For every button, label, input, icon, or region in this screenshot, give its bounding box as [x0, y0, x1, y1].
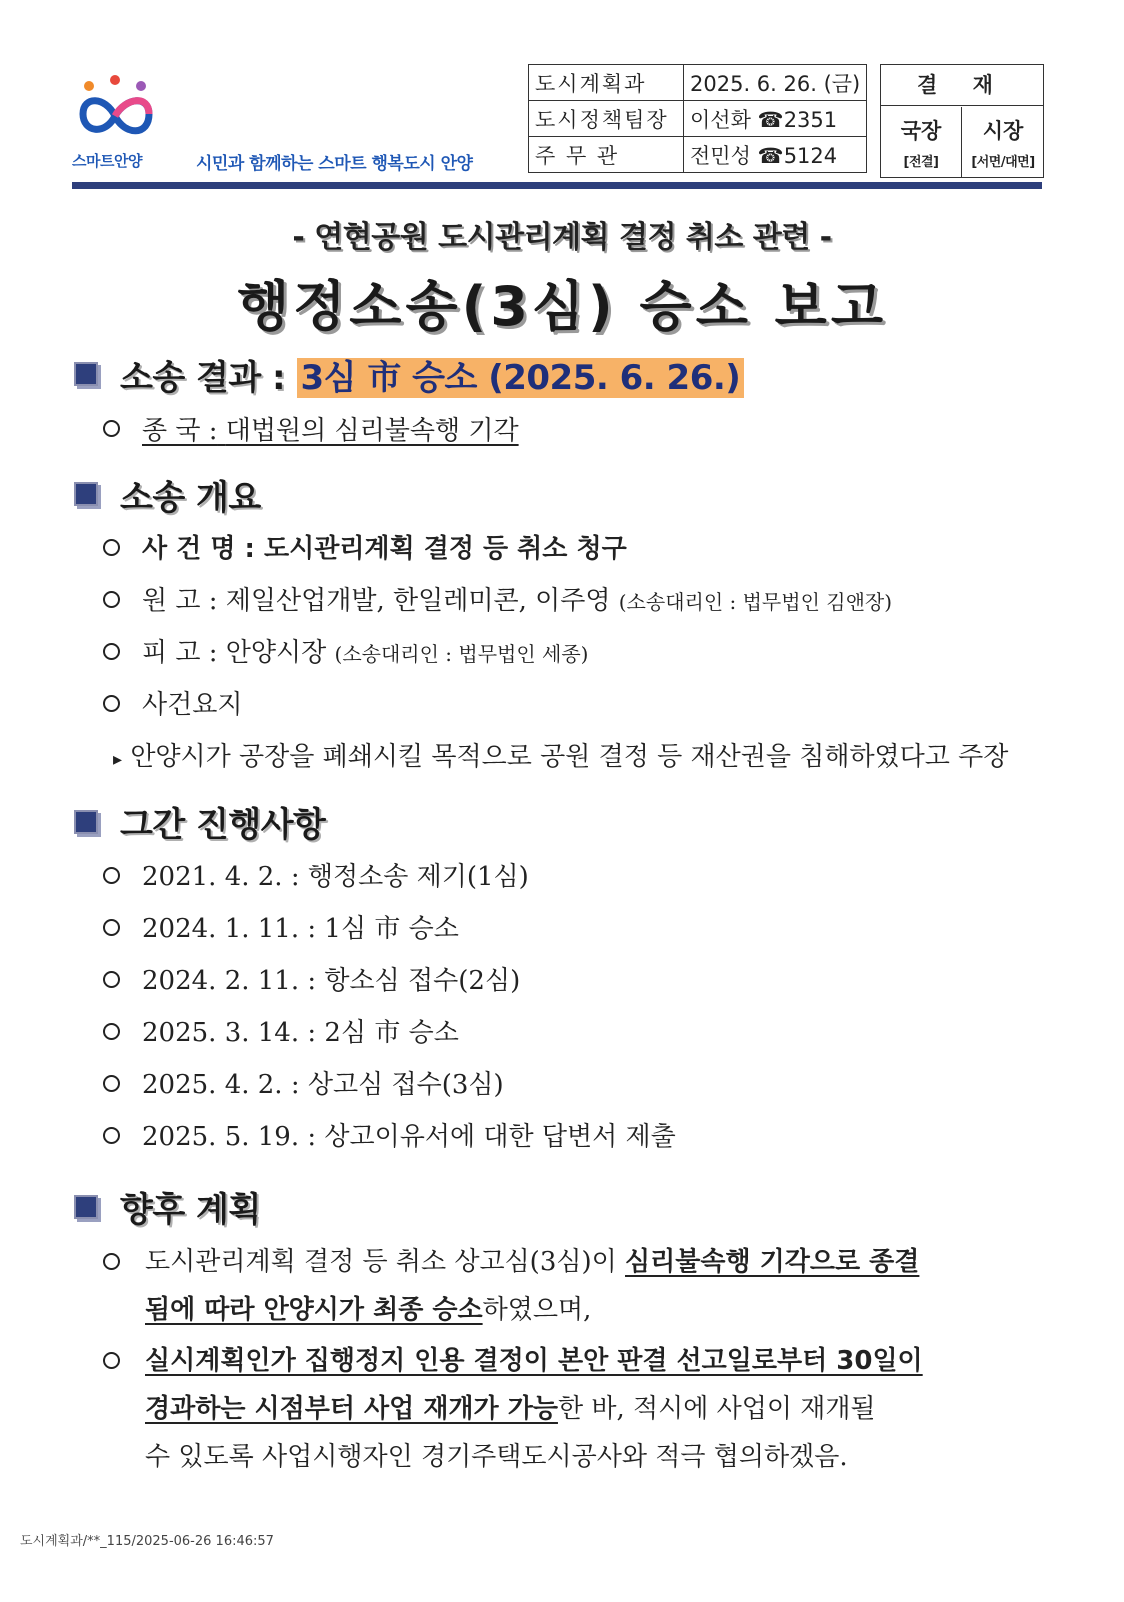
- section-result-heading: [120, 350, 744, 399]
- progress-date: 2021. 4. 2. :: [142, 862, 300, 892]
- city-logo-icon: [75, 74, 157, 144]
- case-name-label: 사 건 명 :: [142, 534, 255, 564]
- defendant-label: 피 고 :: [142, 638, 218, 668]
- logo-text: 스마트안양: [72, 152, 142, 170]
- plan-p2-bold1: 실시계획인가 집행정지 인용 결정이 본안 판결 선고일로부터 30일이: [145, 1346, 923, 1376]
- case-summary-item: [113, 736, 1008, 773]
- plaintiff-value: 제일산업개발, 한일레미콘, 이주영: [225, 586, 611, 616]
- case-summary-text: 안양시가 공장을 폐쇄시킬 목적으로 공원 결정 등 재산권을 침해하였다고 주장: [130, 742, 1009, 772]
- approval-mayor-title: 시장: [982, 119, 1024, 143]
- progress-text: 2심 市 승소: [324, 1018, 459, 1048]
- circle-bullet-icon: [103, 1253, 120, 1270]
- result-item-value: 대법원의 심리불속행 기각: [225, 416, 519, 446]
- info-key: 도시정책팀장: [529, 101, 684, 137]
- plan-p2-bold2: 경과하는 시점부터 사업 재개가 가능: [145, 1394, 558, 1424]
- circle-bullet-icon: [103, 1127, 120, 1144]
- approval-mayor-sub: [서면/대면]: [971, 155, 1035, 170]
- document-title: 행정소송(3심) 승소 보고: [236, 275, 887, 338]
- info-key: 도시계획과: [529, 65, 684, 101]
- info-value: 이선화 ☎2351: [684, 101, 867, 137]
- circle-bullet-icon: [103, 420, 120, 437]
- progress-item: [142, 1012, 459, 1049]
- info-row-department: [529, 65, 867, 101]
- info-key: 주 무 관: [529, 137, 684, 173]
- plan-p1-plain: 도시관리계획 결정 등 취소 상고심(3심)이: [145, 1247, 626, 1277]
- section-bullet-icon: [74, 1195, 98, 1219]
- circle-bullet-icon: [103, 971, 120, 988]
- plan-paragraph-2-line-3: 수 있도록 사업시행자인 경기주택도시공사와 적극 협의하겠음.: [145, 1442, 848, 1472]
- circle-bullet-icon: [103, 643, 120, 660]
- defendant-value: 안양시장: [225, 638, 327, 668]
- progress-date: 2024. 2. 11. :: [142, 966, 317, 996]
- section-overview-heading: 소송 개요: [120, 478, 261, 518]
- approval-director-title: 국장: [900, 119, 942, 143]
- document-subtitle: - 연현공원 도시관리계획 결정 취소 관련 -: [292, 220, 832, 255]
- circle-bullet-icon: [103, 1023, 120, 1040]
- progress-item: [142, 908, 459, 945]
- section-progress-heading: 그간 진행사항: [120, 805, 326, 845]
- plaintiff-label: 원 고 :: [142, 586, 218, 616]
- plan-paragraph-1-line-2: [145, 1289, 591, 1326]
- progress-text: 1심 市 승소: [324, 914, 459, 944]
- circle-bullet-icon: [103, 867, 120, 884]
- section-bullet-icon: [74, 482, 98, 506]
- plan-p2-tail: 한 바, 적시에 사업이 재개될: [557, 1394, 876, 1424]
- progress-item: [142, 856, 529, 893]
- defendant-note: (소송대리인 : 법무법인 세종): [334, 642, 589, 666]
- info-row-team-leader: [529, 101, 867, 137]
- circle-bullet-icon: [103, 919, 120, 936]
- approval-director: [881, 107, 962, 177]
- plan-p1-tail: 하였으며,: [482, 1295, 592, 1325]
- circle-bullet-icon: [103, 539, 120, 556]
- result-heading-label: 소송 결과 :: [120, 358, 286, 398]
- progress-item: [142, 1116, 676, 1153]
- approval-box: [880, 64, 1044, 178]
- approval-title: 결 재: [881, 65, 1043, 106]
- progress-date: 2025. 5. 19. :: [142, 1122, 317, 1152]
- progress-item: [142, 960, 520, 997]
- info-row-officer: [529, 137, 867, 173]
- circle-bullet-icon: [103, 695, 120, 712]
- case-name-value: 도시관리계획 결정 등 취소 청구: [263, 534, 627, 564]
- progress-date: 2024. 1. 11. :: [142, 914, 317, 944]
- result-highlight: 3심 市 승소 (2025. 6. 26.): [297, 358, 745, 398]
- circle-bullet-icon: [103, 1352, 120, 1369]
- case-summary-label: 사건요지: [142, 690, 243, 720]
- progress-text: 행정소송 제기(1심): [307, 862, 529, 892]
- document-footer: 도시계획과/**_115/2025-06-26 16:46:57: [20, 1534, 274, 1549]
- case-name-item: [142, 528, 627, 565]
- city-slogan: 시민과 함께하는 스마트 행복도시 안양: [196, 154, 473, 174]
- approval-director-sub: [전결]: [903, 155, 939, 170]
- section-bullet-icon: [74, 362, 98, 386]
- defendant-item: [142, 632, 588, 669]
- progress-text: 항소심 접수(2심): [324, 966, 521, 996]
- result-item-label: 종 국 :: [142, 416, 218, 446]
- result-item: [142, 410, 519, 447]
- circle-bullet-icon: [103, 591, 120, 608]
- info-value: 전민성 ☎5124: [684, 137, 867, 173]
- section-bullet-icon: [74, 810, 98, 834]
- plan-paragraph-1-line-1: [145, 1241, 919, 1278]
- plaintiff-note: (소송대리인 : 법무법인 김앤장): [618, 590, 893, 614]
- progress-date: 2025. 4. 2. :: [142, 1070, 300, 1100]
- plan-p1-bold1: 심리불속행 기각으로 종결: [625, 1247, 920, 1277]
- plan-paragraph-2-line-2: [145, 1388, 876, 1425]
- info-value: 2025. 6. 26. (금): [684, 65, 867, 101]
- department-info-table: [528, 64, 867, 173]
- header-divider: [72, 182, 1042, 189]
- section-plan-heading: 향후 계획: [120, 1190, 261, 1230]
- progress-text: 상고이유서에 대한 답변서 제출: [324, 1122, 676, 1152]
- circle-bullet-icon: [103, 1075, 120, 1092]
- progress-date: 2025. 3. 14. :: [142, 1018, 317, 1048]
- triangle-bullet-icon: ▸: [113, 749, 123, 770]
- plan-p1-bold2: 됨에 따라 안양시가 최종 승소: [145, 1295, 483, 1325]
- plaintiff-item: [142, 580, 892, 617]
- plan-paragraph-2-line-1: [145, 1340, 923, 1377]
- approval-mayor: [963, 107, 1043, 177]
- progress-item: [142, 1064, 504, 1101]
- progress-text: 상고심 접수(3심): [307, 1070, 504, 1100]
